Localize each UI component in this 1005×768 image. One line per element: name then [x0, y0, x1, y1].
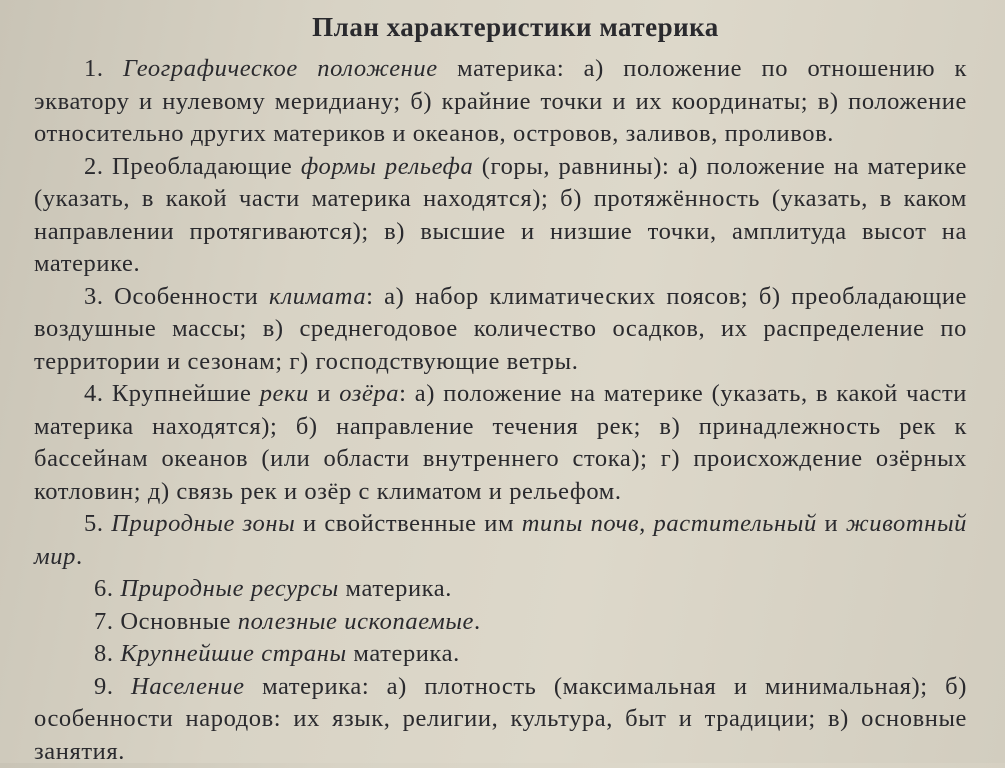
item-text: Крупнейшие [112, 380, 260, 407]
emphasis: Географическое положение [123, 55, 438, 82]
item-number: 7. [94, 608, 114, 635]
emphasis: Природные ресурсы [120, 575, 339, 602]
plan-item-5 [34, 508, 967, 573]
emphasis: озёра [339, 380, 399, 407]
emphasis: Население [131, 673, 245, 700]
item-number: 9. [94, 673, 114, 700]
item-number: 5. [84, 510, 104, 537]
emphasis: типы почв, растительный [522, 510, 817, 537]
item-text: и [817, 510, 846, 537]
emphasis: Крупнейшие страны [120, 640, 346, 667]
item-text: и свойственные им [295, 510, 521, 537]
plan-item-2 [34, 151, 967, 281]
emphasis: полезные ископаемые [238, 608, 474, 635]
item-number: 2. [84, 153, 104, 180]
item-text: материка: а) плотность (максимальная и минимальная); б) особенности народов: их язык, религии, культура, быт и традиции; в) основные занятия. [34, 673, 967, 765]
item-text: Основные [120, 608, 237, 635]
item-text: и [309, 380, 339, 407]
item-text: . [474, 608, 481, 635]
plan-item-6 [34, 573, 967, 606]
item-text: материка. [347, 640, 460, 667]
item-text: Преобладающие [112, 153, 301, 180]
plan-item-3 [34, 281, 967, 379]
emphasis: животный мир [34, 510, 967, 570]
plan-item-4 [34, 378, 967, 508]
item-text: . [76, 543, 83, 570]
emphasis: формы рельефа [301, 153, 474, 180]
item-number: 1. [84, 55, 104, 82]
emphasis: Природные зоны [111, 510, 295, 537]
plan-item-1 [34, 53, 967, 151]
item-number: 8. [94, 640, 114, 667]
item-text: : а) положение на материке (указать, в какой части материка находятся); б) направление течения рек; в) принадлежность рек к бассейнам океанов (или области внутреннего стока); г) происхождение озёрных котловин; д) связь рек и озёр с климатом и рельефом. [34, 380, 967, 505]
plan-item-8 [34, 638, 967, 671]
plan-item-7 [34, 606, 967, 639]
plan-item-9 [34, 671, 967, 768]
item-number: 4. [84, 380, 104, 407]
item-text: материка. [339, 575, 452, 602]
emphasis: климата [269, 283, 366, 310]
page-title: План характеристики материка [34, 12, 967, 43]
item-number: 3. [84, 283, 104, 310]
item-text: материка: а) положение по отношению к экватору и нулевому меридиану; б) крайние точки и их координаты; в) положение относительно других материков и океанов, островов, заливов, проливов. [34, 55, 967, 147]
item-number: 6. [94, 575, 114, 602]
item-text: (горы, равнины): а) положение на материке (указать, в какой части материка находятся); б) протяжённость (указать, в каком направлении протягиваются); в) высшие и низшие точки, амплитуда высот на материке. [34, 153, 967, 278]
item-text: Особенности [114, 283, 269, 310]
item-text: : а) набор климатических поясов; б) преобладающие воздушные массы; в) среднегодовое количество осадков, их распределение по территории и сезонам; г) господствующие ветры. [34, 283, 967, 375]
emphasis: реки [260, 380, 309, 407]
